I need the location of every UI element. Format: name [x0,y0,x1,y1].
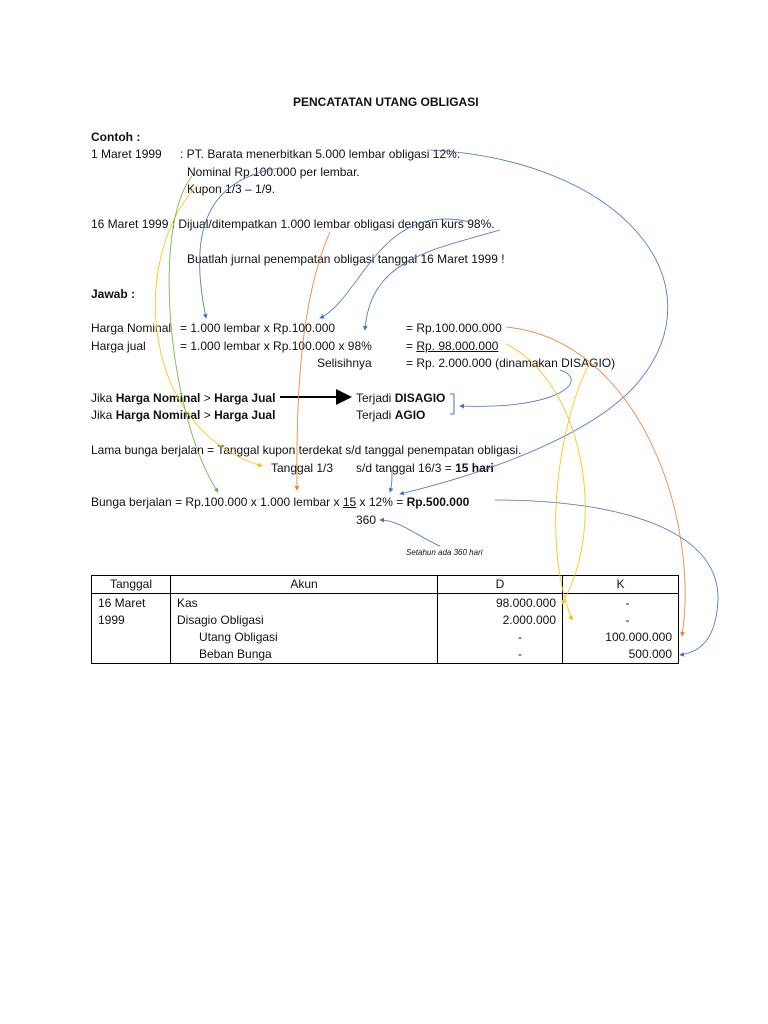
harga-jual-label: Harga jual [91,339,146,353]
header-akun: Akun [171,576,438,594]
bunga-calc-denominator: 360 [356,513,377,527]
rule-2-jual: Harga Jual [214,408,276,422]
contoh-instruction: Buatlah jurnal penempatan obligasi tanggal 16 Maret 1999 ! [187,252,505,266]
journal-header-row [92,576,679,594]
tanggal-eq: = [441,461,456,475]
bunga-calc-prefix: Bunga berjalan = Rp.100.000 x 1.000 lembar x [91,495,343,509]
rule-agio [91,407,275,423]
tanggal-result: 15 hari [455,461,494,475]
rule-2-gt: > [200,408,215,422]
tanggal-to: s/d tanggal 16/3 [356,461,442,475]
setahun-note: Setahun ada 360 hari [406,548,483,557]
header-debit: D [438,576,563,594]
rule-2-result: AGIO [394,408,426,422]
debit-kas: 98.000.000 [495,596,556,610]
harga-nominal-calc: = 1.000 lembar x Rp.100.000 [180,321,336,335]
journal-table [91,575,679,664]
contoh-label: Contoh : [91,130,141,144]
entry-date-line-1: 16 Maret [98,596,146,610]
rule-2-prefix: Jika [91,408,116,422]
rule-2-result-prefix: Terjadi [356,408,395,422]
page-title: PENCATATAN UTANG OBLIGASI [293,95,479,109]
akun-beban-bunga: Beban Bunga [199,647,272,661]
harga-jual-calc: = 1.000 lembar x Rp.100.000 x 98% [180,339,372,353]
debit-utang-obligasi: - [518,630,522,644]
arrow-disagio-rule [460,370,571,406]
header-kredit: K [563,576,679,594]
entry-debit-cell [438,594,563,664]
debit-beban-bunga: - [518,647,522,661]
harga-jual-result-prefix: = [406,339,417,353]
arrow-kurs [365,230,500,330]
bunga-calc [91,494,469,510]
rule-1-nominal: Harga Nominal [115,391,201,405]
tanggal-range [356,460,494,476]
arrow-lembar [320,219,470,318]
jawab-label: Jawab : [91,287,136,301]
rule-agio-result [356,407,425,423]
akun-kas: Kas [177,596,198,610]
harga-jual-result [406,338,498,354]
harga-nominal-label: Harga Nominal [91,321,172,335]
kredit-disagio: - [625,613,630,627]
selisih-result: = Rp. 2.000.000 (dinamakan DISAGIO) [406,356,616,370]
kredit-beban-bunga: 500.000 [628,647,672,661]
lama-bunga-text: Lama bunga berjalan = Tanggal kupon terdekat s/d tanggal penempatan obligasi. [91,443,522,457]
rule-disagio [91,390,275,406]
header-tanggal: Tanggal [92,576,171,594]
rule-1-result: DISAGIO [394,391,446,405]
debit-disagio: 2.000.000 [502,613,556,627]
rule-1-result-prefix: Terjadi [356,391,395,405]
contoh-line-1: : PT. Barata menerbitkan 5.000 lembar obligasi 12%. [180,147,461,161]
bunga-calc-result: Rp.500.000 [406,495,470,509]
contoh-line-4: 16 Maret 1999 : Dijual/ditempatkan 1.000 lembar obligasi dengan kurs 98%. [91,217,495,231]
kredit-kas: - [625,596,630,610]
rule-1-gt: > [200,391,215,405]
harga-nominal-result: = Rp.100.000.000 [406,321,502,335]
arrow-360 [380,520,440,546]
entry-kredit-cell [563,594,679,664]
bunga-calc-numerator: 15 [342,495,357,509]
tanggal-from: Tanggal 1/3 [271,461,334,475]
entry-akun-cell [171,594,438,664]
rule-disagio-result [356,390,445,406]
entry-date-line-2: 1999 [98,613,125,627]
arrow-kas [506,344,585,604]
contoh-line-3: Kupon 1/3 – 1/9. [187,182,276,196]
kredit-utang-obligasi: 100.000.000 [605,630,672,644]
harga-jual-result-value: Rp. 98.000.000 [416,339,499,353]
entry-date-cell [92,594,171,664]
akun-disagio: Disagio Obligasi [177,613,264,627]
rule-1-prefix: Jika [91,391,116,405]
contoh-line-2: Nominal Rp.100.000 per lembar. [187,165,360,179]
selisih-label: Selisihnya [317,356,372,370]
rule-2-nominal: Harga Nominal [115,408,201,422]
contoh-date-1: 1 Maret 1999 [91,147,162,161]
bunga-calc-mid: x 12% = [356,495,407,509]
agio-bracket [450,394,454,414]
journal-entry-row [92,594,679,664]
rule-1-jual: Harga Jual [214,391,276,405]
akun-utang-obligasi: Utang Obligasi [199,630,278,644]
